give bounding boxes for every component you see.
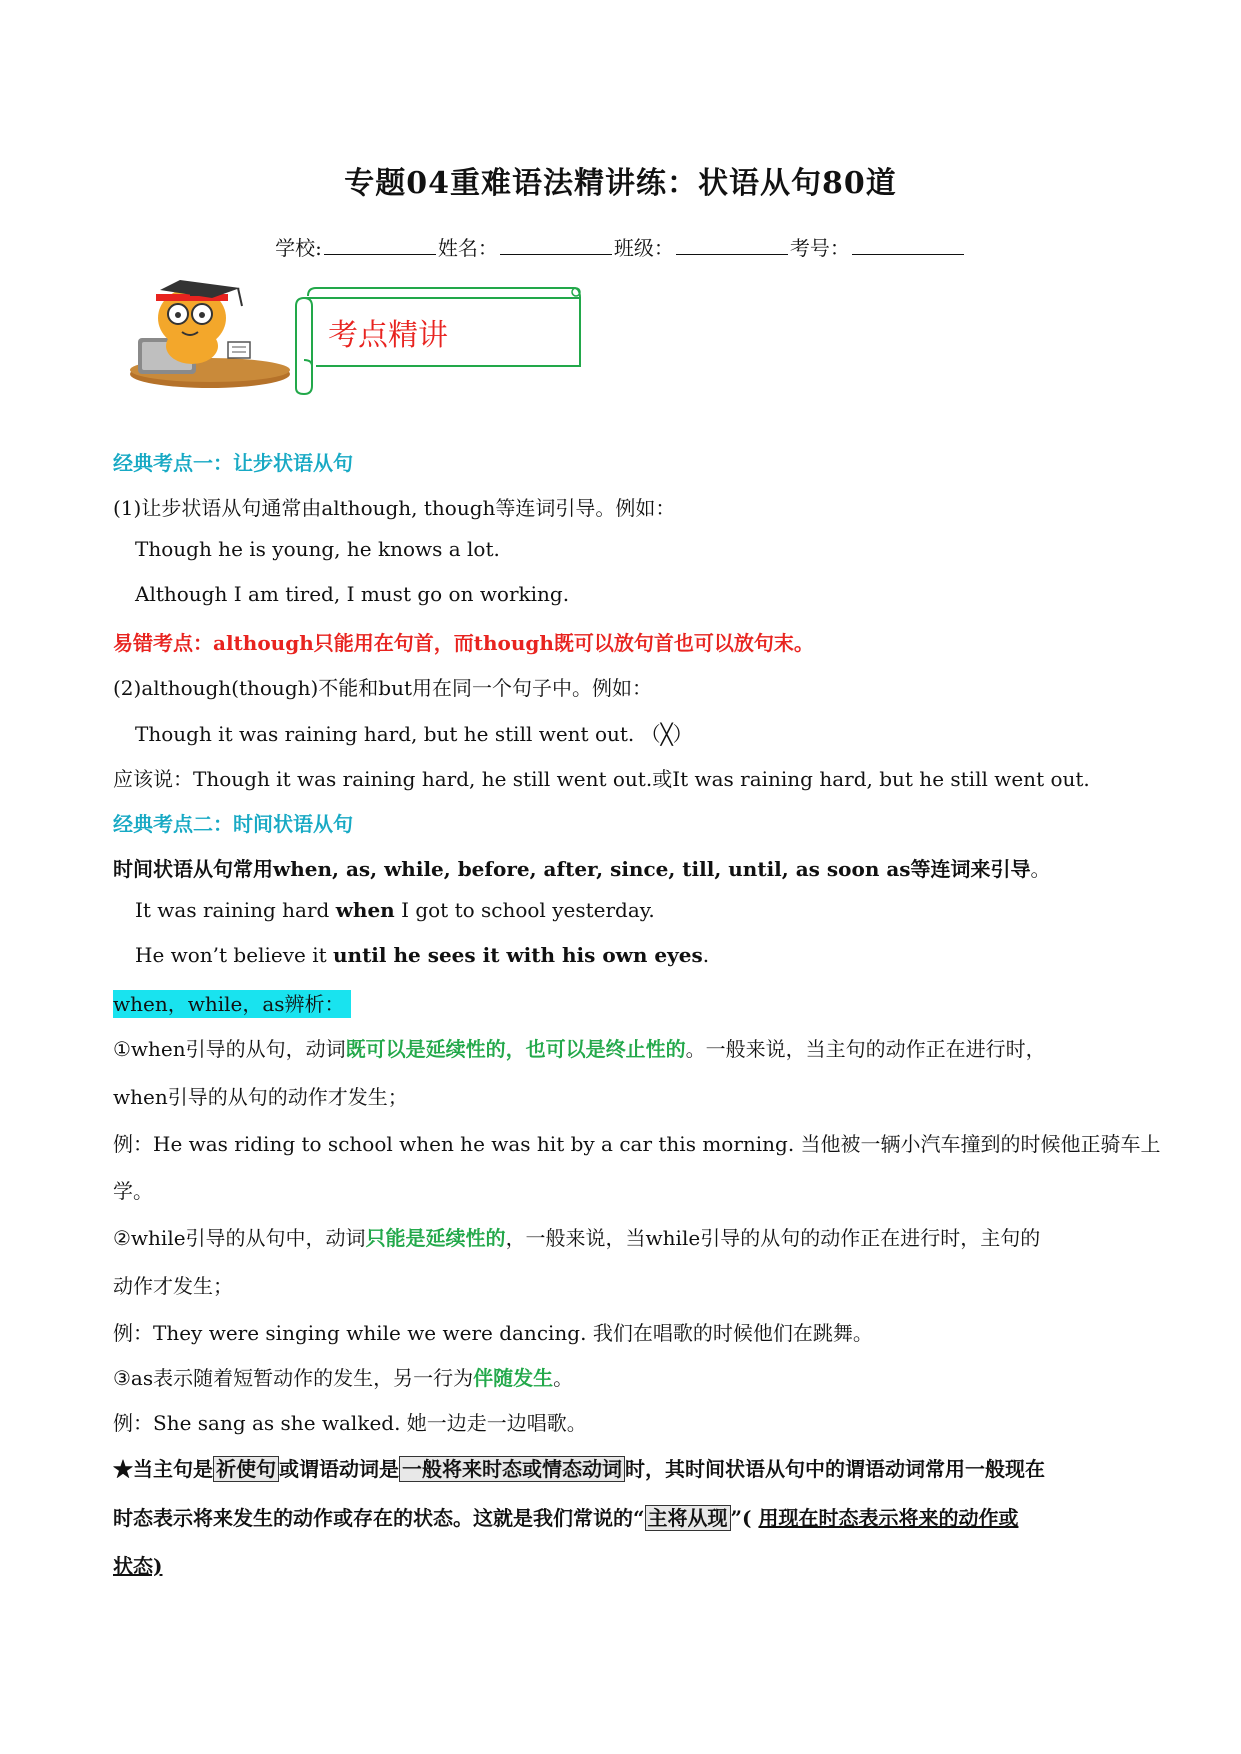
key-rule [113, 1502, 1018, 1531]
text: 时态表示将来发生的动作或存在的状态。这就是我们常说的“ [113, 1506, 645, 1530]
text: 或谓语动词是 [279, 1457, 399, 1481]
number-label: 考号： [789, 236, 850, 260]
text: 。 [553, 1366, 574, 1390]
highlight-text: when，while，as辨析： [113, 990, 351, 1018]
highlighted-label [113, 988, 351, 1017]
example-sentence: 例：He was riding to school when he was hit by a car this morning. 当他被一辆小汽车撞到的时候他正骑车上 [113, 1132, 1161, 1156]
text: ①when引导的从句，动词 [113, 1037, 346, 1061]
text: ★当主句是 [113, 1457, 213, 1481]
paragraph [113, 853, 1051, 882]
class-label: 班级： [613, 236, 674, 260]
text: ，一般来说，当while引导的从句的动作正在进行时，主句的 [505, 1226, 1041, 1250]
example-sentence [135, 898, 655, 922]
text: ②while引导的从句中，动词 [113, 1226, 366, 1250]
text: I got to school yesterday. [394, 898, 655, 922]
student-info-line [0, 232, 1241, 261]
bold-text: until he sees it with his own eyes [332, 943, 703, 967]
mascot-illustration [120, 276, 290, 392]
text: . [702, 943, 710, 967]
text: 时，其时间状语从句中的谓语动词常用一般现在 [625, 1457, 1045, 1481]
example-sentence: Although I am tired, I must go on working. [135, 582, 570, 606]
key-rule [113, 1453, 1045, 1482]
paragraph: 应该说：Though it was raining hard, he still went out.或It was raining hard, but he still went out. [113, 767, 1090, 791]
text: ”( [730, 1506, 759, 1530]
class-blank[interactable] [676, 236, 788, 255]
example-sentence: 例：They were singing while we were dancing. 我们在唱歌的时候他们在跳舞。 [113, 1321, 873, 1345]
paragraph: when引导的从句的动作才发生； [113, 1085, 408, 1109]
text: 。一般来说，当主句的动作正在进行时， [685, 1037, 1046, 1061]
text: ③as表示随着短暂动作的发生，另一行为 [113, 1366, 474, 1390]
name-label: 姓名： [437, 236, 498, 260]
example-sentence [135, 943, 709, 967]
lead-end: 。 [1030, 857, 1051, 881]
paragraph: (2)although(though)不能和but用在同一个句子中。例如： [113, 676, 653, 700]
boxed-term: 祈使句 [213, 1456, 279, 1482]
paragraph [113, 1362, 573, 1391]
underlined-text: 用现在时态表示将来的动作或 [758, 1506, 1019, 1530]
example-sentence: Though he is young, he knows a lot. [135, 537, 500, 561]
paragraph: (1)让步状语从句通常由although, though等连词引导。例如： [113, 496, 676, 520]
name-blank[interactable] [500, 236, 612, 255]
green-emphasis: 伴随发生 [473, 1366, 554, 1390]
school-label: 学校: [275, 236, 322, 260]
text: He won’t believe it [135, 943, 333, 967]
key-rule: 状态) [113, 1554, 163, 1578]
paragraph [113, 1033, 1046, 1062]
text: It was raining hard [135, 898, 336, 922]
boxed-term: 主将从现 [645, 1505, 731, 1531]
warning-note: 易错考点：although只能用在句首，而though既可以放句首也可以放句末。 [113, 631, 814, 655]
green-emphasis: 既可以是延续性的，也可以是终止性的 [345, 1037, 686, 1061]
paragraph [113, 1222, 1040, 1251]
lead-text: 时间状语从句常用when, as, while, before, after, since, till, until, as soon as等连词来引导 [113, 857, 1031, 881]
example-sentence: 例：She sang as she walked. 她一边走一边唱歌。 [113, 1411, 587, 1435]
paragraph: 动作才发生； [113, 1274, 233, 1298]
boxed-term: 一般将来时态或情态动词 [399, 1456, 625, 1482]
section-heading: 经典考点二：时间状语从句 [113, 812, 353, 836]
number-blank[interactable] [852, 236, 964, 255]
book-icon [228, 342, 250, 358]
bold-text: when [335, 898, 395, 922]
banner-label: 考点精讲 [328, 318, 448, 353]
section-heading: 经典考点一：让步状语从句 [113, 451, 353, 475]
school-blank[interactable] [324, 236, 436, 255]
example-sentence: Though it was raining hard, but he still went out. （╳） [135, 722, 693, 746]
example-sentence: 学。 [113, 1179, 153, 1203]
green-emphasis: 只能是延续性的 [365, 1226, 506, 1250]
page-title: 专题04重难语法精讲练：状语从句80道 [344, 166, 897, 201]
